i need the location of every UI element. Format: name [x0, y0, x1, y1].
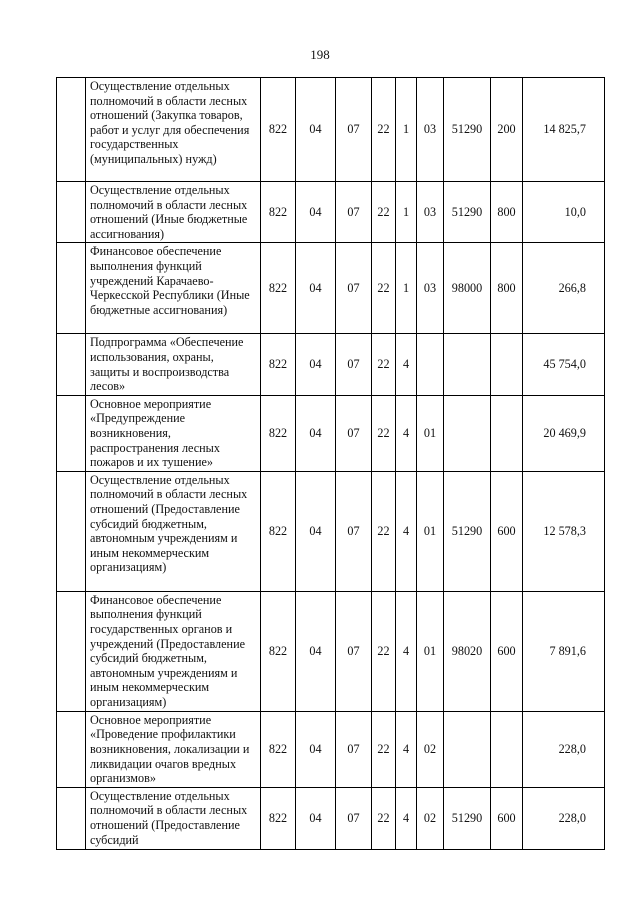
direction-code — [444, 395, 491, 471]
program-code: 22 — [372, 471, 396, 591]
table-row — [57, 471, 605, 591]
expense-type-code — [491, 334, 523, 395]
direction-code: 98000 — [444, 243, 491, 334]
direction-code: 51290 — [444, 471, 491, 591]
subsection-code: 07 — [336, 334, 372, 395]
empty-cell — [57, 182, 86, 243]
empty-cell — [57, 787, 86, 849]
program-code: 22 — [372, 711, 396, 787]
item-name: Осуществление отдельных полномочий в области лесных отношений (Иные бюджетные ассигнования) — [86, 182, 261, 243]
subprogram-code: 1 — [396, 182, 417, 243]
subprogram-code: 4 — [396, 395, 417, 471]
program-code: 22 — [372, 787, 396, 849]
subprogram-code: 4 — [396, 334, 417, 395]
expense-type-code — [491, 711, 523, 787]
empty-cell — [57, 711, 86, 787]
subprogram-code: 1 — [396, 78, 417, 182]
direction-code: 51290 — [444, 787, 491, 849]
grbs-code: 822 — [261, 395, 296, 471]
section-code: 04 — [296, 243, 336, 334]
empty-cell — [57, 471, 86, 591]
subsection-code: 07 — [336, 711, 372, 787]
grbs-code: 822 — [261, 334, 296, 395]
empty-cell — [57, 334, 86, 395]
table-row — [57, 395, 605, 471]
subprogram-code: 4 — [396, 711, 417, 787]
subsection-code: 07 — [336, 78, 372, 182]
budget-table — [56, 77, 605, 850]
grbs-code: 822 — [261, 591, 296, 711]
measure-code: 01 — [417, 395, 444, 471]
subsection-code: 07 — [336, 182, 372, 243]
section-code: 04 — [296, 711, 336, 787]
section-code: 04 — [296, 78, 336, 182]
table-row — [57, 78, 605, 182]
empty-cell — [57, 395, 86, 471]
expense-type-code: 800 — [491, 182, 523, 243]
item-name: Финансовое обеспечение выполнения функций государственных органов и учреждений (Предоставление субсидий бюджетным, автономным учреждениям и иным некоммерческим организациям) — [86, 591, 261, 711]
table-row — [57, 243, 605, 334]
section-code: 04 — [296, 471, 336, 591]
amount: 10,0 — [523, 182, 605, 243]
amount: 12 578,3 — [523, 471, 605, 591]
subsection-code: 07 — [336, 471, 372, 591]
program-code: 22 — [372, 591, 396, 711]
program-code: 22 — [372, 334, 396, 395]
expense-type-code: 600 — [491, 787, 523, 849]
grbs-code: 822 — [261, 182, 296, 243]
table-row — [57, 182, 605, 243]
empty-cell — [57, 78, 86, 182]
grbs-code: 822 — [261, 711, 296, 787]
direction-code: 51290 — [444, 78, 491, 182]
table-row — [57, 591, 605, 711]
grbs-code: 822 — [261, 78, 296, 182]
amount: 20 469,9 — [523, 395, 605, 471]
section-code: 04 — [296, 395, 336, 471]
direction-code: 51290 — [444, 182, 491, 243]
section-code: 04 — [296, 334, 336, 395]
subprogram-code: 4 — [396, 591, 417, 711]
measure-code: 03 — [417, 182, 444, 243]
amount: 228,0 — [523, 711, 605, 787]
empty-cell — [57, 243, 86, 334]
amount: 7 891,6 — [523, 591, 605, 711]
direction-code — [444, 711, 491, 787]
measure-code: 03 — [417, 78, 444, 182]
item-name: Осуществление отдельных полномочий в области лесных отношений (Предоставление субсидий — [86, 787, 261, 849]
item-name: Основное мероприятие «Проведение профилактики возникновения, локализации и ликвидации очагов вредных организмов» — [86, 711, 261, 787]
measure-code: 03 — [417, 243, 444, 334]
grbs-code: 822 — [261, 787, 296, 849]
item-name: Осуществление отдельных полномочий в области лесных отношений (Предоставление субсидий бюджетным, автономным учреждениям и иным некоммерческим организациям) — [86, 471, 261, 591]
table-row — [57, 334, 605, 395]
amount: 14 825,7 — [523, 78, 605, 182]
measure-code: 02 — [417, 787, 444, 849]
expense-type-code: 600 — [491, 471, 523, 591]
direction-code — [444, 334, 491, 395]
item-name: Основное мероприятие «Предупреждение возникновения, распространения лесных пожаров и их тушение» — [86, 395, 261, 471]
program-code: 22 — [372, 395, 396, 471]
grbs-code: 822 — [261, 243, 296, 334]
item-name: Осуществление отдельных полномочий в области лесных отношений (Закупка товаров, работ и услуг для обеспечения государственных (муниципальных) нужд) — [86, 78, 261, 182]
expense-type-code — [491, 395, 523, 471]
amount: 266,8 — [523, 243, 605, 334]
expense-type-code: 600 — [491, 591, 523, 711]
program-code: 22 — [372, 78, 396, 182]
subprogram-code: 1 — [396, 243, 417, 334]
item-name: Подпрограмма «Обеспечение использования, охраны, защиты и воспроизводства лесов» — [86, 334, 261, 395]
expense-type-code: 800 — [491, 243, 523, 334]
subsection-code: 07 — [336, 395, 372, 471]
item-name: Финансовое обеспечение выполнения функций учреждений Карачаево-Черкесской Республики (Иные бюджетные ассигнования) — [86, 243, 261, 334]
subsection-code: 07 — [336, 787, 372, 849]
subsection-code: 07 — [336, 591, 372, 711]
section-code: 04 — [296, 591, 336, 711]
grbs-code: 822 — [261, 471, 296, 591]
amount: 45 754,0 — [523, 334, 605, 395]
page-number: 198 — [310, 47, 330, 62]
section-code: 04 — [296, 787, 336, 849]
measure-code: 01 — [417, 591, 444, 711]
measure-code — [417, 334, 444, 395]
empty-cell — [57, 591, 86, 711]
subprogram-code: 4 — [396, 471, 417, 591]
measure-code: 01 — [417, 471, 444, 591]
direction-code: 98020 — [444, 591, 491, 711]
section-code: 04 — [296, 182, 336, 243]
expense-type-code: 200 — [491, 78, 523, 182]
measure-code: 02 — [417, 711, 444, 787]
table-row — [57, 711, 605, 787]
amount: 228,0 — [523, 787, 605, 849]
program-code: 22 — [372, 182, 396, 243]
subsection-code: 07 — [336, 243, 372, 334]
table-row — [57, 787, 605, 849]
subprogram-code: 4 — [396, 787, 417, 849]
program-code: 22 — [372, 243, 396, 334]
